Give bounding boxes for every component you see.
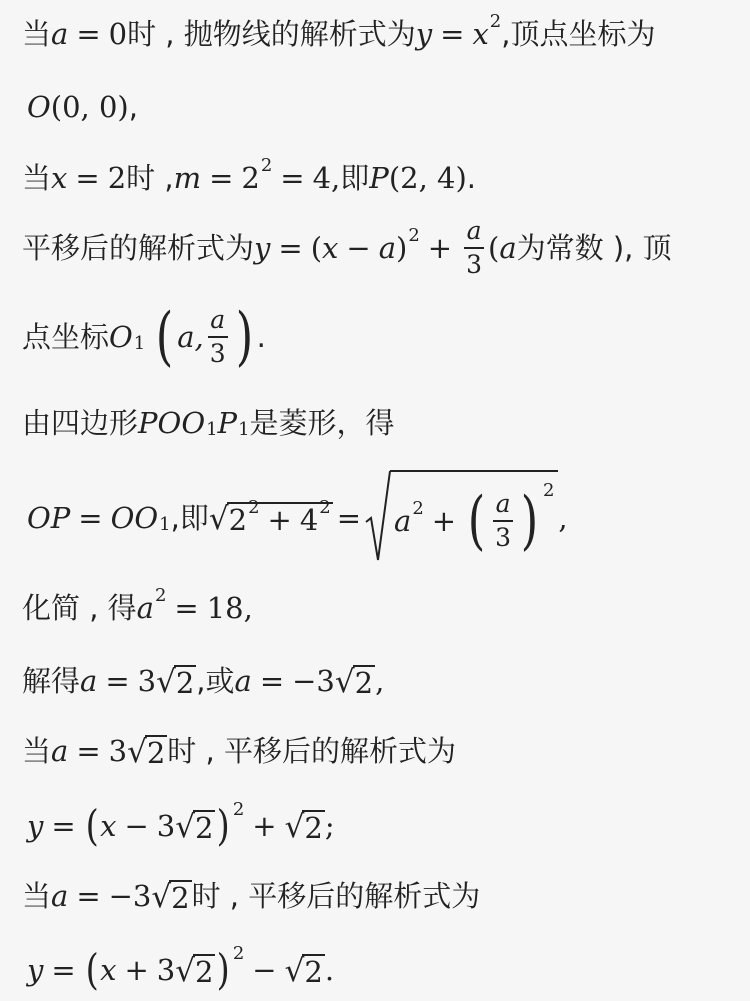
line-9 <box>22 658 732 704</box>
equals: = <box>259 663 285 698</box>
number: 4, <box>312 160 341 195</box>
minus: − <box>346 230 371 265</box>
exponent: 2 <box>154 585 167 606</box>
big-radical-sign <box>365 470 391 566</box>
var-x: x <box>472 16 489 51</box>
coefficient: −3 <box>108 878 152 913</box>
coefficient: 3 <box>108 733 128 768</box>
text: ,即 <box>170 500 209 535</box>
equals: = <box>105 663 130 698</box>
big-square-root <box>365 470 558 566</box>
var-y: y <box>27 808 44 843</box>
var-a: a <box>51 16 69 51</box>
square-root <box>175 810 215 843</box>
text: ,或 <box>196 663 235 698</box>
text: , <box>128 89 138 124</box>
radicand: 2 <box>304 954 323 989</box>
var-y: y <box>415 16 433 51</box>
var-a: a <box>234 663 252 698</box>
exponent: 2 <box>408 225 420 246</box>
var-P: P <box>138 405 158 440</box>
var-a: a <box>378 230 397 265</box>
var-O: O <box>181 405 206 440</box>
paren: ( <box>310 230 323 265</box>
radicand: 2 <box>194 810 214 845</box>
square-root <box>285 810 325 843</box>
equals: = <box>75 160 100 195</box>
right-paren: ) <box>217 945 231 994</box>
fraction <box>208 304 228 368</box>
left-paren: ( <box>85 945 99 994</box>
numerator: a <box>210 304 226 334</box>
radicand: 2 2 + 4 2 <box>228 497 331 537</box>
var-O: O <box>27 89 51 124</box>
subscript: 1 <box>206 419 218 440</box>
paren: ) <box>396 230 408 265</box>
equals: = <box>76 16 101 51</box>
coefficient: 3 <box>156 808 176 843</box>
comma: , <box>558 500 568 535</box>
square-root <box>285 954 325 987</box>
text: 点坐标 <box>22 319 110 354</box>
var-x: x <box>100 808 117 843</box>
equals: = <box>209 160 234 195</box>
equals: = <box>174 590 199 625</box>
big-right-paren: ) <box>235 300 253 374</box>
equals: = <box>76 733 101 768</box>
exponent: 2 <box>260 155 273 176</box>
square-root <box>151 880 191 913</box>
fraction-bar <box>464 247 484 249</box>
minus: − <box>124 808 149 843</box>
left-paren: ( <box>85 801 99 850</box>
subscript: 1 <box>159 514 171 535</box>
text: . <box>466 160 476 195</box>
line-7 <box>27 470 732 566</box>
radical-sign: √ <box>284 952 305 989</box>
var-OO: OO <box>110 500 159 535</box>
text: 是菱形，得 <box>249 405 395 440</box>
text: 当 <box>22 160 52 195</box>
coordinate: (2, 4) <box>388 160 467 195</box>
text: . <box>256 319 266 354</box>
square-root <box>335 665 375 698</box>
right-paren: ) <box>217 801 231 850</box>
coefficient: 3 <box>137 663 157 698</box>
fraction-bar <box>493 520 513 522</box>
square-root <box>175 954 215 987</box>
text: 时 , 平移后的解析式为 <box>191 878 481 913</box>
radical-sign: √ <box>334 663 355 700</box>
denominator: 3 <box>466 250 483 279</box>
radicand: 2 <box>175 665 195 700</box>
equals: = <box>336 500 362 535</box>
text: 时 , <box>126 160 174 195</box>
fraction <box>464 215 484 279</box>
paren: ( <box>488 230 500 265</box>
var-x: x <box>100 952 117 987</box>
line-3 <box>22 155 732 201</box>
var-O: O <box>157 405 182 440</box>
text: ,顶点坐标为 <box>501 16 656 51</box>
exponent: 2 <box>489 11 502 32</box>
semicolon: ; <box>324 808 335 843</box>
var-O: O <box>109 319 133 354</box>
radical-sign: √ <box>208 500 229 537</box>
plus: + <box>252 808 277 843</box>
exponent: 2 <box>232 943 245 964</box>
line-2 <box>27 84 732 130</box>
line-12 <box>22 873 732 919</box>
numerator: a <box>466 215 482 245</box>
equals: = <box>78 500 103 535</box>
radical-sign: √ <box>156 663 176 700</box>
var-a: a <box>499 230 517 265</box>
line-8 <box>22 585 732 631</box>
plus: + <box>427 230 453 265</box>
text: 平移后的解析式为 <box>22 230 255 265</box>
var-a: a <box>80 663 98 698</box>
number: 0 <box>108 16 128 51</box>
number: 2 <box>107 160 127 195</box>
radical-sign: √ <box>151 878 172 915</box>
text: 当 <box>22 16 52 51</box>
var-y: y <box>27 952 44 987</box>
exponent: 2 <box>232 799 245 820</box>
var-a: a <box>136 590 154 625</box>
var-a: a <box>51 733 69 768</box>
minus: − <box>252 952 277 987</box>
denominator: 3 <box>209 339 226 368</box>
var-x: x <box>322 230 339 265</box>
equals: = <box>440 16 465 51</box>
comma: , <box>375 663 385 698</box>
radical-sign: √ <box>175 808 195 845</box>
line-11 <box>27 796 732 856</box>
radical-sign: √ <box>127 733 147 770</box>
line-1 <box>22 11 732 57</box>
period: . <box>324 952 335 987</box>
var-a: a, <box>177 319 204 354</box>
text: 由四边形 <box>22 405 139 440</box>
square-root <box>208 497 333 537</box>
subscript: 1 <box>238 419 250 440</box>
var-P: P <box>369 160 389 195</box>
subscript: 1 <box>133 333 146 354</box>
radicand: 2 <box>146 735 166 770</box>
radicand: 2 <box>354 665 374 700</box>
var-y: y <box>254 230 271 265</box>
equals: = <box>280 160 305 195</box>
var-m: m <box>173 160 202 195</box>
coefficient: −3 <box>292 663 335 698</box>
line-4 <box>22 215 732 279</box>
text: 化简 , 得 <box>22 590 137 625</box>
radicand: 2 <box>194 954 214 989</box>
equals: = <box>51 952 76 987</box>
text: 解得 <box>22 663 81 698</box>
big-left-paren: ( <box>155 300 174 374</box>
fraction: $\frac{a}{3}$ <box>495 488 511 552</box>
radical-sign: √ <box>175 952 195 989</box>
var-a: a <box>51 878 69 913</box>
text: 为常数 ), 顶 <box>516 230 672 265</box>
text: 当 <box>22 878 52 913</box>
plus: + <box>124 952 149 987</box>
line-13 <box>27 940 732 1000</box>
coefficient: 3 <box>156 952 176 987</box>
square-root <box>156 665 196 698</box>
line-5 <box>22 297 732 377</box>
radicand: 2 <box>304 810 323 845</box>
fraction-bar <box>208 336 228 338</box>
text: 时 , 平移后的解析式为 <box>167 733 456 768</box>
radicand: 2 <box>171 880 190 915</box>
coordinate: (0, 0) <box>50 89 129 124</box>
text: 时 , 抛物线的解析式为 <box>127 16 416 51</box>
equals: = <box>51 808 76 843</box>
line-6 <box>22 400 732 446</box>
var-OP: OP <box>27 500 71 535</box>
text: 当 <box>22 733 52 768</box>
equals: = <box>76 878 101 913</box>
number: 2 <box>241 160 260 195</box>
equals: = <box>278 230 303 265</box>
line-10 <box>22 728 732 774</box>
var-P: P <box>217 405 238 440</box>
var-x: x <box>51 160 68 195</box>
radical-sign: √ <box>284 808 305 845</box>
square-root <box>127 735 167 768</box>
number: 18, <box>206 590 253 625</box>
text: 即 <box>340 160 370 195</box>
radicand: a 2 + ( $\frac{a}{3}$ ) 2 <box>390 470 558 566</box>
